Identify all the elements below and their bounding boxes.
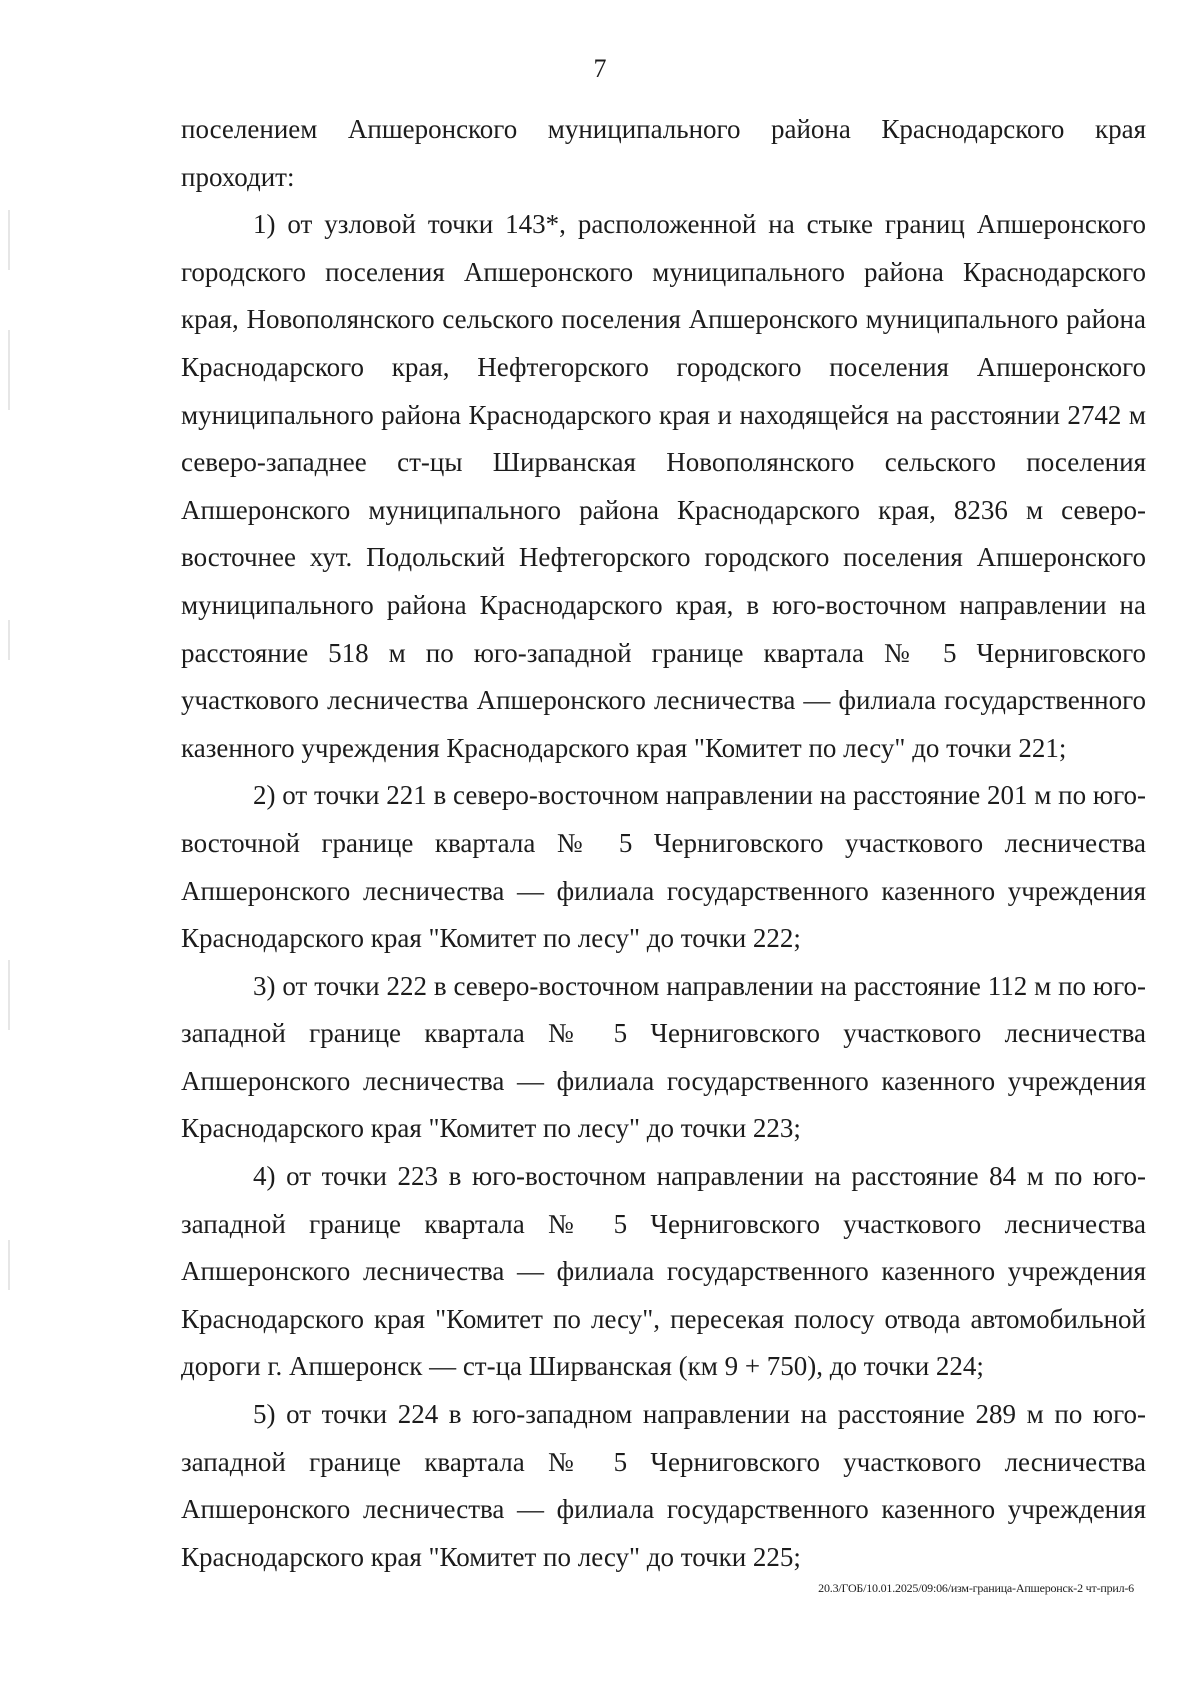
list-item: 2) от точки 221 в северо-восточном направлении на расстояние 201 м по юго-восточной границе квартала № 5 Черниговского участкового лесничества Апшеронского лесничества — филиала государственного казенного учреждения Краснодарского края "Комитет по лесу" до точки 222; bbox=[181, 780, 1146, 954]
page-number: 7 bbox=[593, 54, 607, 83]
document-footer-code: 20.3/ГОБ/10.01.2025/09:06/изм-граница-Апшеронск-2 чт-прил-6 bbox=[818, 1581, 1134, 1595]
scan-edge-mark bbox=[8, 1240, 10, 1290]
scan-edge-mark bbox=[8, 330, 10, 410]
list-item: 5) от точки 224 в юго-западном направлении на расстояние 289 м по юго-западной границе квартала № 5 Черниговского участкового лесничества Апшеронского лесничества — филиала государственного казенного учреждения Краснодарского края "Комитет по лесу" до точки 225; bbox=[181, 1399, 1146, 1572]
list-item: 1) от узловой точки 143*, расположенной на стыке границ Апшеронского городского поселения Апшеронского муниципального района Краснодарского края, Новополянского сельского поселения Апшеронского муниципального района Краснодарского края, Нефтегорского городского поселения Апшеронского муниципального района Краснодарского края и находящейся на расстоянии 2742 м северо-западнее ст-цы Ширванская Новополянского сельского поселения Апшеронского муниципального района Краснодарского края, 8236 м северо-восточнее хут. Подольский Нефтегорского городского поселения Апшеронского муниципального района Краснодарского края, в юго-восточном направлении на расстояние 518 м по юго-западной границе квартала № 5 Черниговского участкового лесничества Апшеронского лесничества — филиала государственного казенного учреждения Краснодарского края "Комитет по лесу" до точки 221; bbox=[181, 209, 1146, 763]
intro-paragraph: поселением Апшеронского муниципального района Краснодарского края проходит: bbox=[181, 114, 1146, 192]
scan-edge-mark bbox=[8, 960, 10, 1030]
scan-edge-mark bbox=[8, 210, 10, 270]
list-item: 3) от точки 222 в северо-восточном направлении на расстояние 112 м по юго-западной границе квартала № 5 Черниговского участкового лесничества Апшеронского лесничества — филиала государственного казенного учреждения Краснодарского края "Комитет по лесу" до точки 223; bbox=[181, 970, 1146, 1144]
list-item: 4) от точки 223 в юго-восточном направлении на расстояние 84 м по юго-западной границе квартала № 5 Черниговского участкового лесничества Апшеронского лесничества — филиала государственного казенного учреждения Краснодарского края "Комитет по лесу", пересекая полосу отвода автомобильной дороги г. Апшеронск — ст-ца Ширванская (км 9 + 750), до точки 224; bbox=[181, 1161, 1146, 1382]
scan-edge-mark bbox=[8, 620, 10, 660]
document-body bbox=[181, 106, 1146, 1581]
